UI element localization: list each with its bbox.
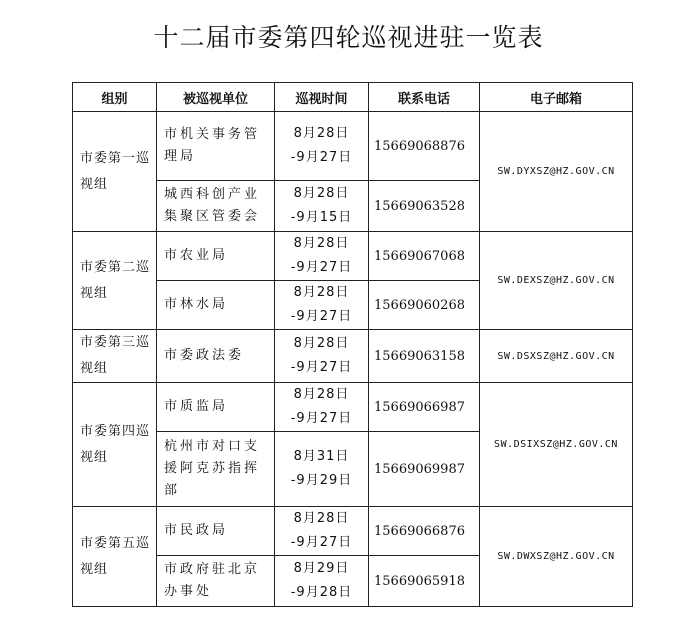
table-header-row <box>73 83 633 112</box>
header-group: 组别 <box>73 83 157 112</box>
group-name: 市委第四巡视组 <box>73 383 157 507</box>
time-range <box>275 281 369 330</box>
header-time: 巡视时间 <box>275 83 369 112</box>
unit-name: 市林水局 <box>157 281 275 330</box>
table-row <box>73 112 633 181</box>
time-end: -9月29日 <box>290 473 353 488</box>
phone-number: 15669067068 <box>369 232 480 281</box>
inspection-table <box>72 82 633 607</box>
table-row <box>73 383 633 432</box>
email-address: SW.DYXSZ@HZ.GOV.CN <box>480 112 633 232</box>
time-end: -9月27日 <box>290 260 353 275</box>
time-end: -9月27日 <box>290 535 353 550</box>
header-unit: 被巡视单位 <box>157 83 275 112</box>
phone-number: 15669069987 <box>369 432 480 507</box>
group-name: 市委第五巡视组 <box>73 507 157 607</box>
email-address: SW.DEXSZ@HZ.GOV.CN <box>480 232 633 330</box>
unit-name: 杭州市对口支援阿克苏指挥部 <box>157 432 275 507</box>
unit-name: 市机关事务管理局 <box>157 112 275 181</box>
unit-name: 市政府驻北京办事处 <box>157 556 275 607</box>
email-address: SW.DSXSZ@HZ.GOV.CN <box>480 330 633 383</box>
unit-name: 市质监局 <box>157 383 275 432</box>
time-range <box>275 181 369 232</box>
time-end: -9月15日 <box>290 210 353 225</box>
time-start: 8月28日 <box>293 511 350 526</box>
time-start: 8月28日 <box>293 387 350 402</box>
time-start: 8月28日 <box>293 126 350 141</box>
time-range <box>275 232 369 281</box>
time-start: 8月31日 <box>293 449 350 464</box>
group-name: 市委第二巡视组 <box>73 232 157 330</box>
table-row <box>73 232 633 281</box>
phone-number: 15669065918 <box>369 556 480 607</box>
phone-number: 15669066876 <box>369 507 480 556</box>
phone-number: 15669066987 <box>369 383 480 432</box>
unit-name: 城西科创产业集聚区管委会 <box>157 181 275 232</box>
unit-name: 市委政法委 <box>157 330 275 383</box>
group-name: 市委第一巡视组 <box>73 112 157 232</box>
phone-number: 15669063158 <box>369 330 480 383</box>
phone-number: 15669063528 <box>369 181 480 232</box>
time-start: 8月28日 <box>293 336 350 351</box>
time-range <box>275 432 369 507</box>
table-row <box>73 507 633 556</box>
header-phone: 联系电话 <box>369 83 480 112</box>
time-end: -9月28日 <box>290 585 353 600</box>
time-range <box>275 556 369 607</box>
time-end: -9月27日 <box>290 411 353 426</box>
email-address: SW.DSIXSZ@HZ.GOV.CN <box>480 383 633 507</box>
time-end: -9月27日 <box>290 360 353 375</box>
time-end: -9月27日 <box>290 309 353 324</box>
phone-number: 15669068876 <box>369 112 480 181</box>
time-range <box>275 507 369 556</box>
unit-name: 市民政局 <box>157 507 275 556</box>
time-start: 8月29日 <box>293 561 350 576</box>
table-row <box>73 330 633 383</box>
time-start: 8月28日 <box>293 285 350 300</box>
time-range <box>275 383 369 432</box>
page-title: 十二届市委第四轮巡视进驻一览表 <box>153 23 544 52</box>
time-end: -9月27日 <box>290 150 353 165</box>
group-name: 市委第三巡视组 <box>73 330 157 383</box>
time-range <box>275 330 369 383</box>
time-start: 8月28日 <box>293 186 350 201</box>
time-range <box>275 112 369 181</box>
header-email: 电子邮箱 <box>480 83 633 112</box>
email-address: SW.DWXSZ@HZ.GOV.CN <box>480 507 633 607</box>
time-start: 8月28日 <box>293 236 350 251</box>
phone-number: 15669060268 <box>369 281 480 330</box>
unit-name: 市农业局 <box>157 232 275 281</box>
